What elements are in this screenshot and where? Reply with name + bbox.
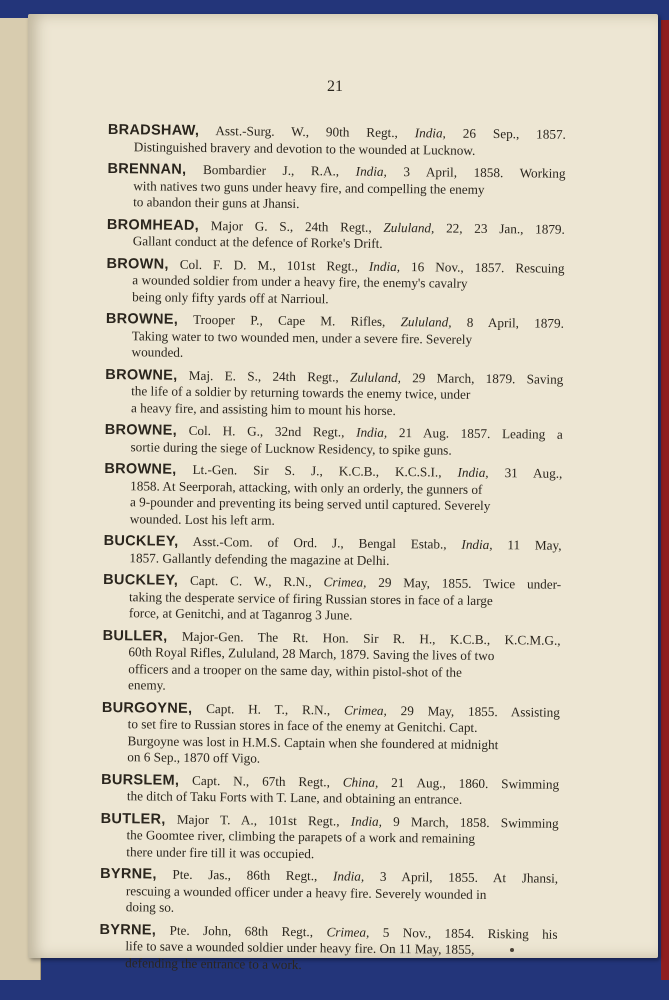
entry-description-line: Taking water to two wounded men, under a severe fire. Severely xyxy=(131,327,473,347)
recipient-name: BROWNE, xyxy=(105,310,179,328)
entry-description-line: defending the entrance to a work. xyxy=(125,954,302,972)
vc-entry xyxy=(106,311,564,365)
rank-unit: Maj. E. S., 24th Regt., xyxy=(177,367,351,385)
campaign-place: Crimea, xyxy=(326,923,370,940)
entry-description-line: taking the desperate service of firing Russian stores in face of a large xyxy=(128,588,493,608)
action-date: 31 Aug., xyxy=(488,465,563,481)
recipient-name: BRADSHAW, xyxy=(107,122,200,139)
recipient-name: BYRNE, xyxy=(100,865,157,883)
entry-description-line: with natives two guns under heavy fire, and compelling the enemy xyxy=(133,177,485,197)
campaign-place: India, xyxy=(457,464,489,481)
action-date: 22, 23 Jan., 1879. xyxy=(434,219,565,237)
vc-entry xyxy=(99,921,557,975)
rank-unit: Capt. N., 67th Regt., xyxy=(179,772,343,789)
entry-description-line: to abandon their guns at Jhansi. xyxy=(133,194,300,212)
recipient-name: BROWN, xyxy=(106,255,169,273)
campaign-place: India, xyxy=(368,258,401,274)
vc-entry xyxy=(102,627,561,698)
recipient-name: BULLER, xyxy=(102,627,168,645)
rank-unit: Major-Gen. The Rt. Hon. Sir R. H., K.C.B., K.C.M.G., xyxy=(167,628,561,648)
recipient-name: BYRNE, xyxy=(99,921,157,939)
rank-unit: Major G. S., 24th Regt., xyxy=(198,217,384,235)
campaign-place: India, xyxy=(350,813,383,829)
campaign-place: Zululand, xyxy=(349,369,402,385)
vc-entry xyxy=(107,161,565,215)
campaign-place: India, xyxy=(356,424,388,440)
campaign-place: Crimea, xyxy=(343,702,387,718)
vc-entry xyxy=(101,699,560,770)
action-date: 11 May, xyxy=(492,537,562,553)
recipient-name: BROWNE, xyxy=(104,421,178,439)
entry-description-line: the Goomtee river, climbing the parapets of a work and remaining xyxy=(126,827,476,846)
rank-unit: Col. F. D. M., 101st Regt., xyxy=(168,256,370,274)
recipient-name: BROWNE, xyxy=(104,460,177,478)
vc-entry xyxy=(103,533,561,571)
action-date: 9 March, 1858. Swimming xyxy=(381,813,559,831)
entry-description-line: to set fire to Russian stores in face of the enemy at Genitchi. Capt. xyxy=(127,716,478,735)
entry-description-line: Distinguished bravery and devotion to the wounded at Lucknow. xyxy=(133,138,476,158)
recipient-name: BURSLEM, xyxy=(101,771,180,789)
entry-description-line: wounded. Lost his left arm. xyxy=(129,510,275,528)
entry-description-line: enemy. xyxy=(128,677,166,693)
entry-description-line: force, at Genitchi, and at Taganrog 3 June. xyxy=(128,605,353,623)
rank-unit: Pte. John, 68th Regt., xyxy=(156,922,327,939)
entry-description-line: doing so. xyxy=(125,899,175,915)
campaign-place: Crimea, xyxy=(323,574,367,590)
vc-entry xyxy=(103,572,561,626)
action-date: 3 April, 1858. Working xyxy=(386,163,566,181)
vc-entry xyxy=(105,366,563,420)
rank-unit: Asst.-Com. of Ord. J., Bengal Estab., xyxy=(178,533,462,552)
page-number: 21 xyxy=(327,78,343,95)
action-date: 16 Nov., 1857. Rescuing xyxy=(399,258,565,276)
entry-description-line: life to save a wounded soldier under heavy fire. On 11 May, 1855, xyxy=(125,938,475,957)
rank-unit: Capt. H. T., R.N., xyxy=(192,700,345,718)
entry-description-line: there under fire till it was occupied. xyxy=(126,843,315,861)
entry-description-line: 1858. At Seerporah, attacking, with only an orderly, the gunners of xyxy=(130,477,483,497)
entry-description-line: Burgoyne was lost in H.M.S. Captain when she foundered at midnight xyxy=(127,732,499,752)
campaign-place: India, xyxy=(355,163,387,179)
rank-unit: Lt.-Gen. Sir S. J., K.C.B., K.C.S.I., xyxy=(176,461,458,480)
action-date: 29 March, 1879. Saving xyxy=(400,369,564,387)
entry-description-line: wounded. xyxy=(131,344,184,360)
entry-description-line: a wounded soldier from under a heavy fire, the enemy's cavalry xyxy=(132,272,468,291)
rank-unit: Pte. Jas., 86th Regt., xyxy=(156,866,334,884)
recipient-name: BROMHEAD, xyxy=(106,216,200,234)
entry-description-line: being only fifty yards off at Narrioul. xyxy=(132,288,329,306)
vc-entry xyxy=(108,122,566,160)
entry-description-line: a 9-pounder and preventing its being served until captured. Severely xyxy=(129,494,491,514)
vc-entry xyxy=(107,216,565,254)
action-date: 3 April, 1855. At Jhansi, xyxy=(364,868,559,886)
recipient-name: BRENNAN, xyxy=(107,160,187,178)
campaign-place: Zululand, xyxy=(400,314,452,330)
rank-unit: Asst.-Surg. W., 90th Regt., xyxy=(199,122,415,141)
action-date: 26 Sep., 1857. xyxy=(445,125,566,142)
vc-entry xyxy=(105,422,563,460)
entry-description-line: the ditch of Taku Forts with T. Lane, and obtaining an entrance. xyxy=(126,788,463,807)
vc-entry xyxy=(106,255,564,309)
vc-entry xyxy=(100,810,558,864)
entry-description-line: rescuing a wounded officer under a heavy fire. Severely wounded in xyxy=(125,882,487,902)
campaign-place: Zululand, xyxy=(383,219,435,235)
vc-entry xyxy=(100,866,558,920)
action-date: 5 Nov., 1854. Risking his xyxy=(369,924,558,942)
action-date: 8 April, 1879. xyxy=(451,314,565,331)
campaign-place: India, xyxy=(332,868,365,884)
rank-unit: Trooper P., Cape M. Rifles, xyxy=(178,311,401,330)
entry-description-line: 60th Royal Rifles, Zululand, 28 March, 1879. Saving the lives of two xyxy=(128,644,495,664)
recipient-name: BUTLER, xyxy=(100,810,166,828)
entry-list xyxy=(99,122,566,982)
vc-entry xyxy=(101,771,559,809)
action-date: 21 Aug., 1860. Swimming xyxy=(378,774,560,792)
rank-unit: Col. H. G., 32nd Regt., xyxy=(176,422,357,440)
campaign-place: China, xyxy=(342,773,379,790)
rank-unit: Bombardier J., R.A., xyxy=(186,161,356,179)
vc-entry xyxy=(104,461,563,532)
rank-unit: Major T. A., 101st Regt., xyxy=(165,811,351,829)
recipient-name: BURGOYNE, xyxy=(101,699,193,717)
recipient-name: BROWNE, xyxy=(105,366,178,384)
recipient-name: BUCKLEY, xyxy=(103,532,179,550)
book-binding-edge xyxy=(661,20,669,980)
action-date: 21 Aug. 1857. Leading a xyxy=(387,424,563,442)
recipient-name: BUCKLEY, xyxy=(103,571,179,589)
entry-description-line: officers and a trooper on the same day, within pistol-shot of the xyxy=(128,660,462,680)
entry-description-line: on 6 Sep., 1870 off Vigo. xyxy=(127,749,261,766)
entry-description-line: 1857. Gallantly defending the magazine at Delhi. xyxy=(129,549,390,568)
entry-description-line: Gallant conduct at the defence of Rorke's Drift. xyxy=(132,233,383,251)
action-date: 29 May, 1855. Assisting xyxy=(386,702,560,720)
entry-description-line: sortie during the siege of Lucknow Residency, to spike guns. xyxy=(130,438,452,458)
action-date: 29 May, 1855. Twice under- xyxy=(366,574,562,592)
campaign-place: India, xyxy=(461,536,493,553)
entry-description-line: the life of a soldier by returning towards the enemy twice, under xyxy=(131,383,471,402)
ink-speck xyxy=(510,948,514,952)
entry-description-line: a heavy fire, and assisting him to mount his horse. xyxy=(130,399,396,418)
rank-unit: Capt. C. W., R.N., xyxy=(178,572,324,590)
campaign-place: India, xyxy=(414,125,446,141)
